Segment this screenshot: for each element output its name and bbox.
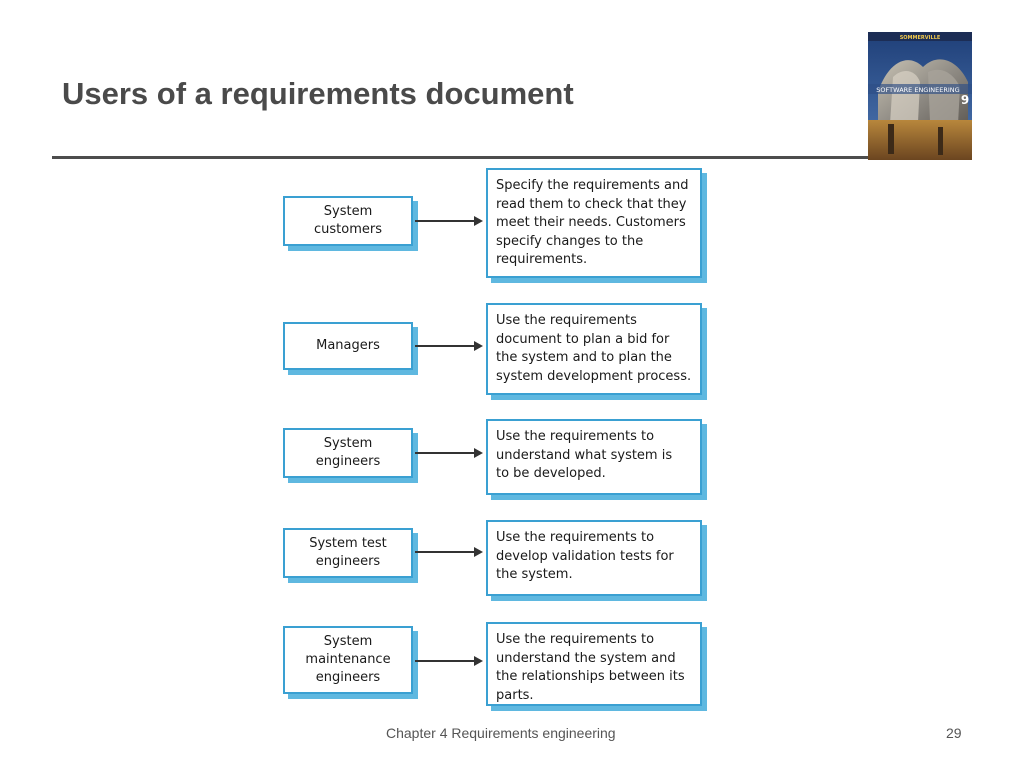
page-number: 29 — [946, 725, 962, 741]
description-box-managers — [486, 303, 702, 395]
user-label: System maintenance engineers — [305, 634, 391, 685]
description-box-system-customers — [486, 168, 702, 278]
svg-text:9: 9 — [960, 93, 970, 107]
description-text: Use the requirements to understand the system and the relationships between its parts. — [496, 632, 685, 703]
user-label: System test engineers — [309, 536, 387, 569]
description-text: Use the requirements document to plan a bid for the system and to plan the system development process. — [496, 313, 692, 384]
description-text: Specify the requirements and read them to check that they meet their needs. Customers specify changes to the requirements. — [496, 178, 689, 267]
description-box-system-test-engineers — [486, 520, 702, 596]
slide-title: Users of a requirements document — [62, 76, 574, 111]
user-box-managers — [283, 322, 413, 370]
user-label: Managers — [316, 338, 380, 353]
footer-chapter: Chapter 4 Requirements engineering — [386, 725, 616, 741]
arrow-connector — [415, 660, 481, 662]
arrow-connector — [415, 551, 481, 553]
description-text: Use the requirements to understand what system is to be developed. — [496, 429, 673, 481]
user-box-system-engineers — [283, 428, 413, 478]
description-box-system-engineers — [486, 419, 702, 495]
arrow-connector — [415, 220, 481, 222]
user-label: System engineers — [315, 436, 381, 469]
arrow-connector — [415, 452, 481, 454]
svg-text:SOMMERVILLE: SOMMERVILLE — [899, 35, 941, 41]
user-box-system-customers — [283, 196, 413, 246]
description-text: Use the requirements to develop validation tests for the system. — [496, 530, 674, 582]
user-box-system-test-engineers — [283, 528, 413, 578]
svg-text:SOFTWARE ENGINEERING: SOFTWARE ENGINEERING — [876, 86, 960, 94]
user-box-system-maintenance-engineers — [283, 626, 413, 694]
description-box-system-maintenance-engineers — [486, 622, 702, 706]
user-label: System customers — [314, 204, 382, 237]
arrow-connector — [415, 345, 481, 347]
